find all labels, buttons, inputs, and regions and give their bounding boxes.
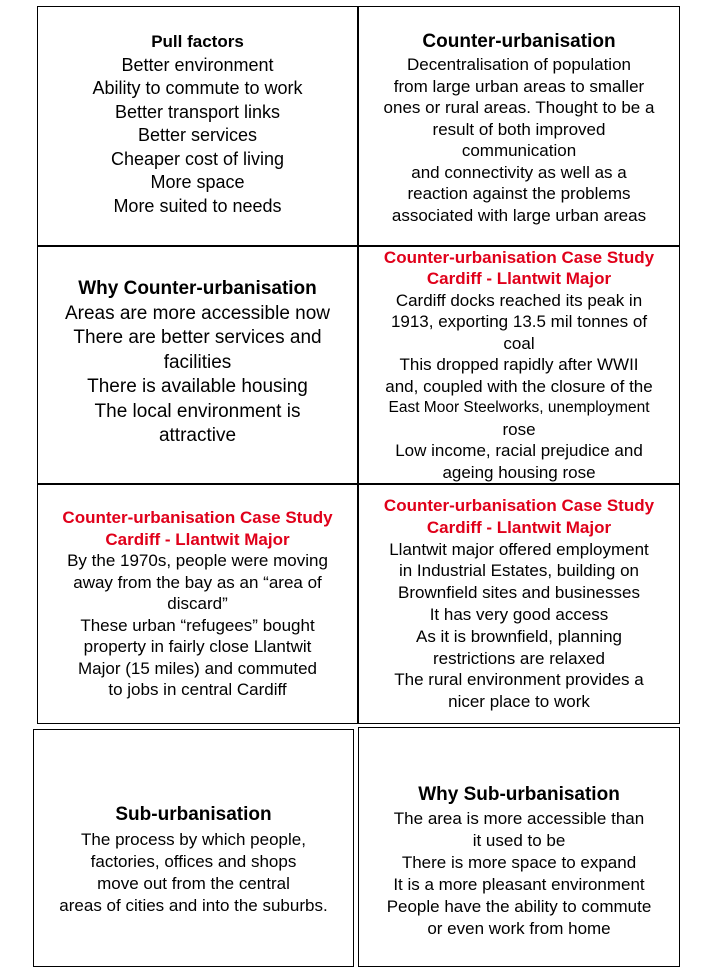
card-line: People have the ability to commute (386, 897, 652, 916)
card-line: Brownfield sites and businesses (398, 583, 640, 603)
card-line: More space (150, 172, 245, 192)
card-line: The area is more accessible than (393, 809, 645, 828)
card-line: coal (503, 333, 535, 353)
case-study-location: Cardiff - Llantwit Major (105, 529, 290, 549)
card-line: Ability to commute to work (92, 78, 303, 98)
card-line: away from the bay as an “area of (73, 572, 322, 592)
case-study-location: Cardiff - Llantwit Major (426, 517, 612, 537)
card-line: The local environment is (94, 400, 301, 422)
card-line: to jobs in central Cardiff (108, 680, 287, 700)
card-line: The process by which people, (81, 830, 306, 849)
card-title: Why Counter-urbanisation (78, 278, 317, 300)
card-line: There is available housing (87, 376, 308, 398)
card-line: Better environment (121, 54, 274, 75)
card-line: Cheaper cost of living (110, 148, 285, 169)
card-sub-urbanisation (33, 729, 354, 967)
card-why-counter-urbanisation (37, 246, 358, 484)
card-line: discard” (167, 594, 228, 614)
card-line: Llantwit major offered employment (389, 539, 649, 559)
case-study-location: Cardiff - Llantwit Major (426, 269, 612, 289)
card-line: associated with large urban areas (391, 205, 647, 225)
card-line: It is a more pleasant environment (393, 875, 645, 894)
card-case-study-migration (37, 484, 358, 724)
card-line: communication (461, 141, 577, 160)
card-line: areas of cities and into the suburbs. (59, 896, 328, 915)
card-line: move out from the central (97, 874, 290, 893)
card-line: There is more space to expand (401, 853, 637, 872)
card-line: ageing housing rose (442, 462, 596, 482)
card-line: Decentralisation of population (407, 55, 631, 74)
card-line: in Industrial Estates, building on (398, 561, 640, 581)
card-line: rose (502, 419, 536, 439)
case-study-title: Counter-urbanisation Case Study (62, 508, 333, 528)
card-why-sub-urbanisation (358, 727, 680, 967)
card-line: Cardiff docks reached its peak in (395, 290, 643, 310)
card-counter-urbanisation (358, 6, 680, 246)
card-line: By the 1970s, people were moving (67, 551, 328, 571)
card-line: As it is brownfield, planning (415, 626, 622, 646)
card-line: The rural environment provides a (394, 670, 644, 690)
card-title: Sub-urbanisation (115, 804, 272, 825)
card-line: nicer place to work (448, 692, 590, 712)
card-line: Major (15 miles) and commuted (77, 658, 318, 678)
card-line: and, coupled with the closure of the (385, 376, 653, 396)
card-line: facilities (163, 351, 232, 373)
card-line: Areas are more accessible now (64, 302, 331, 324)
card-line: from large urban areas to smaller (393, 76, 645, 96)
card-line: Low income, racial prejudice and (395, 441, 643, 461)
card-line: attractive (158, 425, 237, 447)
card-title: Why Sub-urbanisation (418, 784, 620, 805)
card-line: East Moor Steelworks, unemployment (388, 399, 650, 417)
case-study-title: Counter-urbanisation Case Study (383, 496, 655, 516)
card-line: These urban “refugees” bought (80, 615, 315, 635)
card-line: it used to be (472, 831, 566, 850)
card-case-study-employment (358, 484, 680, 724)
card-title: Pull factors (151, 32, 244, 51)
card-title: Counter-urbanisation (422, 31, 616, 52)
card-case-study-docks (358, 246, 680, 484)
card-line: reaction against the problems (407, 184, 631, 203)
card-line: or even work from home (427, 919, 611, 938)
card-pull-factors (37, 6, 358, 246)
card-line: There are better services and (73, 327, 322, 349)
card-line: Better services (137, 125, 258, 145)
card-line: More suited to needs (113, 195, 282, 216)
card-line: Better transport links (114, 101, 281, 122)
card-line: factories, offices and shops (90, 852, 297, 871)
card-line: restrictions are relaxed (433, 648, 605, 668)
card-line: It has very good access (429, 605, 609, 624)
card-line: and connectivity as well as a (411, 162, 627, 182)
card-line: 1913, exporting 13.5 mil tonnes of (390, 312, 648, 332)
card-line: property in fairly close Llantwit (83, 637, 312, 657)
case-study-title: Counter-urbanisation Case Study (383, 247, 655, 267)
card-line: ones or rural areas. Thought to be a (383, 98, 655, 117)
card-line: result of both improved (432, 119, 606, 139)
card-line: This dropped rapidly after WWII (399, 355, 639, 375)
